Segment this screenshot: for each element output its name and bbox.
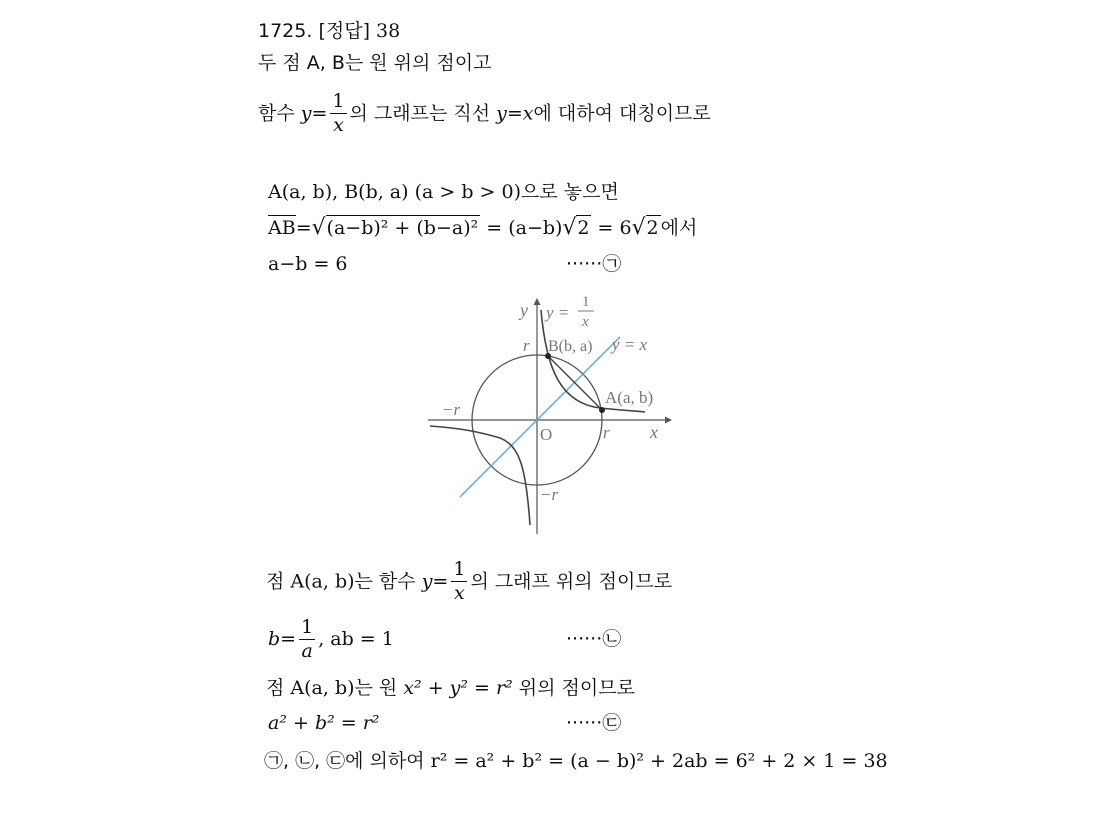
- curve-label-num: 1: [582, 294, 590, 310]
- line-6-text-c: 의 그래프 위의 점이므로: [470, 570, 673, 593]
- fraction-denominator: a: [301, 639, 313, 662]
- radical-3: [632, 217, 661, 239]
- line-8-text-a: 점: [266, 677, 291, 699]
- line-10: [264, 752, 888, 771]
- radical-3-body: 2: [646, 217, 659, 239]
- marker-1: ······㉠: [566, 253, 622, 275]
- chord-ab: [548, 356, 602, 410]
- curve-label-den: x: [582, 314, 589, 330]
- line-7-eq: =: [280, 627, 297, 650]
- line-2: [258, 92, 711, 136]
- sqrt-symbol: √: [311, 215, 326, 240]
- problem-number: 1725.: [258, 20, 313, 42]
- fraction-1-over-x: [330, 92, 346, 136]
- fraction-numerator: 1: [301, 616, 314, 638]
- fraction-1-over-x-2: [451, 560, 467, 604]
- radical-2: [562, 217, 591, 239]
- line-6-text-a: 점: [266, 570, 291, 593]
- line-6: [266, 560, 672, 604]
- y-axis-arrow: [534, 298, 541, 305]
- line-8-text-c: 위의 점이므로: [512, 677, 635, 699]
- radical-1-body: (a−b)² + (b−a)²: [326, 217, 479, 239]
- fraction-1-over-a: [299, 618, 315, 662]
- r-right-label: r: [603, 423, 610, 442]
- line-7-b: b: [268, 627, 281, 650]
- fraction-numerator: 1: [453, 558, 466, 580]
- line-2-eq: =: [311, 102, 328, 125]
- line-6-lhs: y: [421, 570, 433, 593]
- line-3-text: 으로 놓으면: [521, 181, 619, 203]
- sqrt-symbol: √: [562, 215, 577, 240]
- x-axis-label: x: [650, 422, 658, 442]
- answer-value: 38: [376, 20, 401, 42]
- graph-figure: [420, 288, 680, 538]
- segment-ab: AB: [268, 217, 296, 239]
- radical-2-body: 2: [577, 217, 590, 239]
- line-3: [268, 183, 619, 202]
- line-4-text: 에서: [660, 217, 698, 239]
- marker-2: ······㉡: [566, 628, 622, 650]
- line-10-math: r² = a² + b² = (a − b)² + 2ab = 6² + 2 × 1 = 38: [430, 750, 888, 772]
- line-2-x: x: [522, 102, 534, 125]
- problem-header: [258, 22, 400, 41]
- line-2-lhs: y: [300, 102, 312, 125]
- answer-label: [정답]: [318, 20, 370, 42]
- x-axis-arrow: [665, 417, 672, 424]
- line-8-point: A(a, b): [290, 677, 355, 699]
- line-4-eq: =: [295, 217, 312, 239]
- line-6-point: A(a, b): [290, 570, 355, 593]
- line-6-eq: =: [432, 570, 449, 593]
- line-2-eq2: =: [506, 102, 523, 125]
- line-label: y = x: [612, 335, 648, 354]
- point-a-dot: [599, 407, 605, 413]
- hyperbola-branch-2: [430, 426, 530, 525]
- line-1: 두 점 A, B는 원 위의 점이고: [258, 52, 492, 74]
- line-7: [268, 618, 394, 662]
- line-8: [266, 679, 635, 698]
- sqrt-symbol: √: [631, 215, 646, 240]
- line-3-math: A(a, b), B(b, a) (a > b > 0): [268, 181, 521, 203]
- fraction-denominator: x: [333, 113, 344, 136]
- r-left-label: −r: [442, 400, 461, 419]
- line-y-equals-x: [460, 337, 620, 497]
- line-2-text-a: 함수: [258, 102, 295, 125]
- line-10-text: ㉠, ㉡, ㉢에 의하여: [264, 750, 431, 772]
- fraction-numerator: 1: [332, 90, 345, 112]
- r-top-label: r: [523, 336, 530, 355]
- fraction-denominator: x: [454, 581, 465, 604]
- line-2-y: y: [496, 102, 507, 125]
- r-bottom-label: −r: [540, 485, 559, 504]
- line-6-text-b: 는 함수: [354, 570, 422, 593]
- point-b-label: B(b, a): [548, 338, 593, 355]
- marker-3: ······㉢: [566, 712, 622, 734]
- line-4: [268, 217, 697, 239]
- curve-label-lhs: y =: [546, 303, 570, 322]
- line-2-text-b: 의 그래프는 직선: [349, 102, 491, 125]
- line-8-text-b: 는 원: [354, 677, 404, 699]
- line-4-mid: = (a−b): [480, 217, 563, 239]
- line-7-rest: , ab = 1: [318, 627, 394, 650]
- y-axis-label: y: [520, 300, 528, 320]
- line-8-equation: x² + y² = r²: [403, 677, 513, 699]
- line-4-eq2: = 6: [591, 217, 632, 239]
- origin-label: O: [540, 425, 553, 444]
- line-2-text-f: 에 대하여 대칭이므로: [533, 102, 711, 125]
- line-9: a² + b² = r²: [268, 712, 380, 734]
- point-a-label: A(a, b): [605, 388, 654, 407]
- line-5: a−b = 6: [268, 253, 348, 275]
- radical-1: [312, 217, 481, 239]
